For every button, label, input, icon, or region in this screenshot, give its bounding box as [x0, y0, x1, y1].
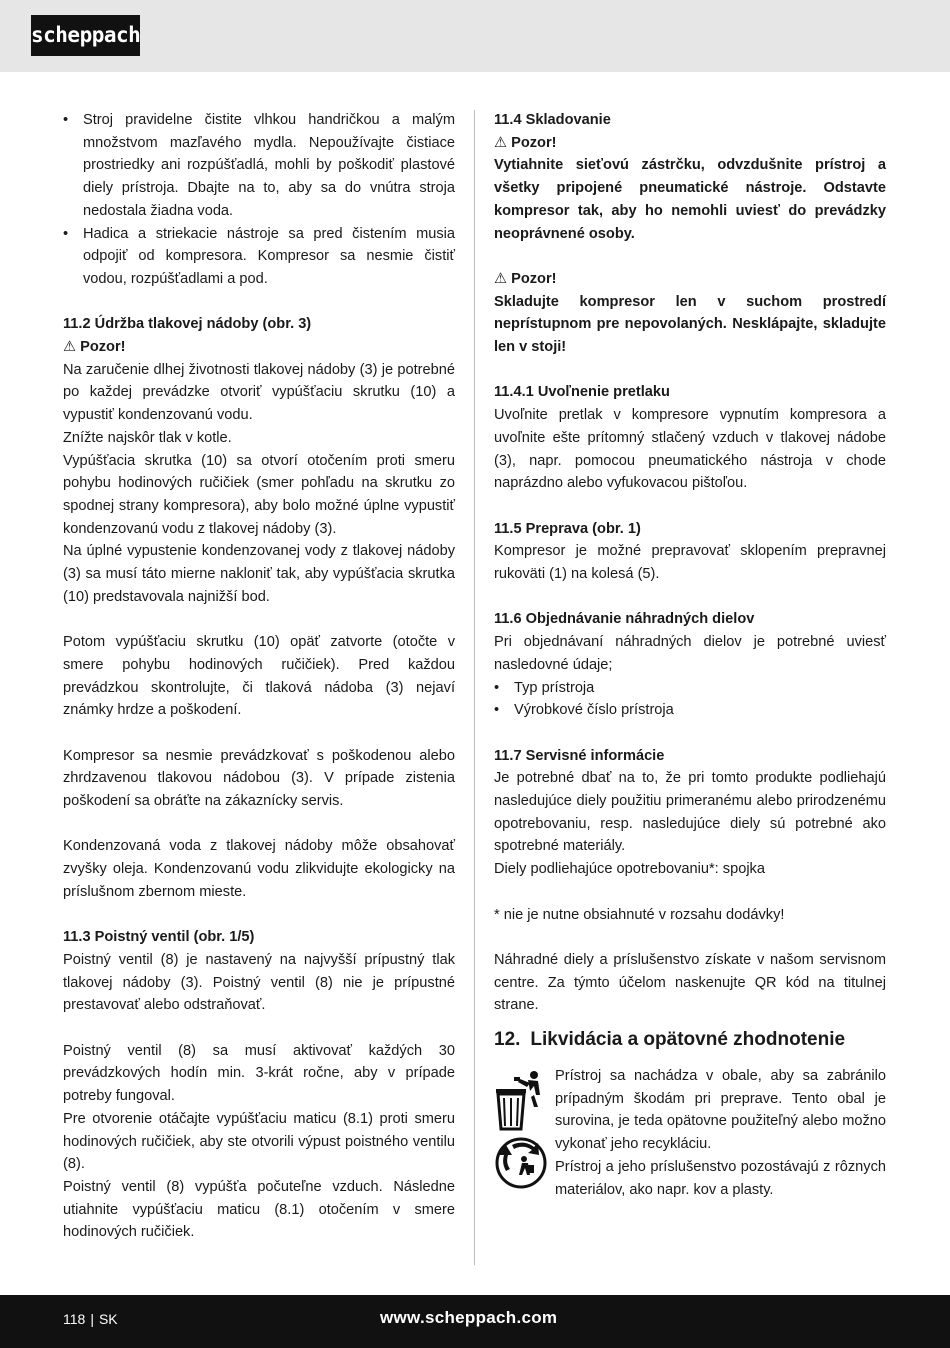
- disposal-block: [494, 1065, 886, 1201]
- section-heading-12: 12. Likvidácia a opätovné zhodnotenie: [494, 1029, 846, 1051]
- warning-label: ⚠ Pozor!: [494, 268, 886, 291]
- website-link[interactable]: www.scheppach.com: [380, 1308, 558, 1327]
- paragraph: Kondenzovaná voda z tlakovej nádoby môže obsahovať zvyšky oleja. Kondenzovanú vodu zlikvidujte ekologicky na príslušnom zbernom mieste.: [63, 838, 455, 900]
- left-column: [63, 109, 455, 1244]
- warning-triangle-icon: ⚠: [494, 134, 508, 151]
- section-heading-11-4: 11.4 Skladovanie: [494, 112, 611, 128]
- disposal-icons: [494, 1071, 548, 1199]
- paragraph: Na úplné vypustenie kondenzovanej vody z tlakovej nádoby (3) sa musí táto mierne nakloniť tak, aby vypúšťacia skrutka (10) predstavovala najnižší bod.: [63, 543, 455, 605]
- paragraph: Znížte najskôr tlak v kotle.: [63, 429, 232, 446]
- paragraph: Náhradné diely a príslušenstvo získate v našom servisnom centre. Za týmto účelom naskenujte QR kód na titulnej strane.: [494, 951, 886, 1014]
- paragraph: Na zaručenie dlhej životnosti tlakovej nádoby (3) je potrebné po každej prevádzke otvoriť vypúšťaciu skrutku (10) a vypustiť kondenzovanú vodu.: [63, 361, 455, 424]
- page-number: 118 | SK: [63, 1311, 118, 1327]
- parts-order-list: [494, 677, 886, 722]
- paragraph: Poistný ventil (8) sa musí aktivovať každých 30 prevádzkových hodín min. 3-krát ročne, aby v prípade potreby fungoval.: [63, 1042, 455, 1105]
- paragraph: Vypúšťacia skrutka (10) sa otvorí otočením proti smeru pohybu hodinových ručičiek (smer pohľadu na skrutku zo spodnej strany kompresora), aby bolo možné úplne vypustiť kondenzovanú vodu z tlakovej nádoby (3).: [63, 452, 455, 537]
- list-item: • Typ prístroja: [494, 679, 595, 696]
- paragraph: Kompresor sa nesmie prevádzkovať s poškodenou alebo zhrdzavenou tlakovou nádobou (3). V prípade zistenia poškodení sa obráťte na zákaznícky servis.: [63, 747, 455, 810]
- paragraph: Prístroj sa nachádza v obale, aby sa zabránilo prípadným škodám pri preprave. Tento obal je surovina, je teda opätovne použiteľný alebo možno vykonať jeho recykláciu.: [555, 1068, 886, 1153]
- waste-bin-icon: [494, 1071, 548, 1191]
- list-item: • Výrobkové číslo prístroja: [494, 702, 674, 719]
- paragraph: Poistný ventil (8) vypúšťa počuteľne vzduch. Následne utiahnite vypúšťaciu maticu (8.1) otočením v smere hodinových ručičiek.: [63, 1178, 455, 1241]
- page-footer: [0, 1295, 950, 1348]
- list-item: • Hadica a striekacie nástroje sa pred čistením musia odpojiť od kompresora. Kompresor sa nesmie čistiť vodou, rozpúšťadlami a pod.: [63, 225, 455, 287]
- disposal-text: [555, 1065, 886, 1201]
- paragraph: Je potrebné dbať na to, že pri tomto produkte podliehajú nasledujúce diely použitiu primeranému alebo prirodzenému opotrebovaniu, resp. nasledujúce diely sú potrebné ako spotrebné materiály.: [494, 770, 886, 855]
- paragraph: Pre otvorenie otáčajte vypúšťaciu maticu (8.1) proti smeru hodinových ručičiek, aby ste otvorili výpust poistného ventilu (8).: [63, 1110, 455, 1173]
- paragraph: Kompresor je možné prepravovať sklopením prepravnej rukoväti (1) na kolesá (5).: [494, 543, 886, 583]
- right-column: [494, 109, 886, 1201]
- warning-triangle-icon: ⚠: [63, 339, 77, 356]
- page-header: [0, 0, 950, 72]
- paragraph: Potom vypúšťaciu skrutku (10) opäť zatvorte (otočte v smere pohybu hodinových ručičiek). Pred každou prevádzkou skontrolujte, či tlaková nádoba (3) nejaví známky hrdze a poškodení.: [63, 634, 455, 719]
- warning-label: ⚠ Pozor!: [494, 132, 886, 155]
- list-item: • Stroj pravidelne čistite vlhkou handričkou a malým množstvom mazľavého mydla. Nepoužívajte čistiace prostriedky ani rozpúšťadlá, mohli by poškodiť plastové diely prístroja. Dbajte na to, aby sa do vnútra stroja nedostala žiadna voda.: [63, 112, 455, 219]
- section-heading-11-4-1: 11.4.1 Uvoľnenie pretlaku: [494, 384, 670, 401]
- paragraph: Diely podliehajúce opotrebovaniu*: spojka: [494, 861, 765, 878]
- paragraph: Prístroj a jeho príslušenstvo pozostávajú z rôznych materiálov, ako napr. kov a plasty.: [555, 1158, 886, 1198]
- warning-label: ⚠ Pozor!: [63, 336, 455, 359]
- paragraph: Poistný ventil (8) je nastavený na najvyšší prípustný tlak tlakovej nádoby (3). Poistný ventil (8) nie je prípustné prestavovať alebo odstraňovať.: [63, 951, 455, 1014]
- column-divider: [474, 110, 475, 1265]
- warning-triangle-icon: ⚠: [494, 270, 508, 287]
- cleaning-bullet-list: [63, 109, 455, 291]
- section-heading-11-3: 11.3 Poistný ventil (obr. 1/5): [63, 929, 255, 946]
- warning-text: Skladujte kompresor len v suchom prostredí neprístupnom pre nepovolaných. Nesklápajte, skladujte len v stoji!: [494, 293, 886, 356]
- warning-text: Vytiahnite sieťovú zástrčku, odvzdušnite prístroj a všetky pripojené pneumatické nástroje. Odstavte kompresor tak, aby ho nemohli uviesť do prevádzky neoprávnené osoby.: [494, 157, 886, 242]
- section-heading-11-6: 11.6 Objednávanie náhradných dielov: [494, 611, 755, 628]
- language-code: SK: [98, 1311, 118, 1327]
- section-heading-11-5: 11.5 Preprava (obr. 1): [494, 520, 641, 537]
- section-heading-11-2: 11.2 Údržba tlakovej nádoby (obr. 3): [63, 316, 312, 333]
- paragraph: Pri objednávaní náhradných dielov je potrebné uviesť nasledovné údaje;: [494, 634, 886, 673]
- section-heading-11-7: 11.7 Servisné informácie: [494, 747, 665, 764]
- brand-logo: scheppach: [31, 15, 140, 56]
- paragraph: Uvoľnite pretlak v kompresore vypnutím kompresora a uvoľnite ešte prítomný stlačený vzduch v tlakovej nádobe (3), napr. pomocou pneumatického nástroja v chode naprázdno alebo vyfukovacou pištoľou.: [494, 407, 886, 492]
- footnote: * nie je nutne obsiahnuté v rozsahu dodávky!: [494, 906, 785, 923]
